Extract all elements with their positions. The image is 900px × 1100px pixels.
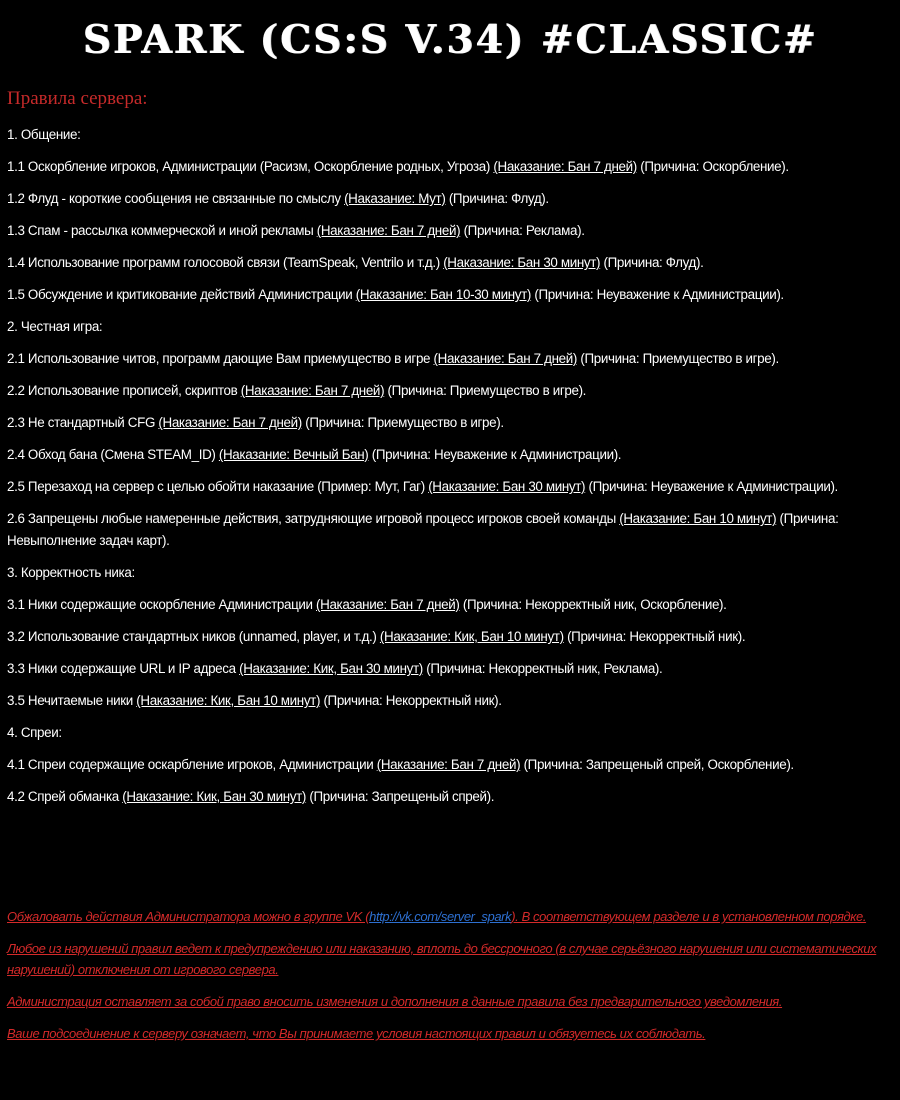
- rule-penalty: (Наказание: Мут): [344, 191, 446, 206]
- rule-item: [7, 690, 895, 712]
- rule-penalty: (Наказание: Бан 7 дней): [433, 351, 577, 366]
- rules-heading: Правила сервера:: [7, 88, 148, 109]
- acceptance-note: Ваше подсоединение к серверу означает, что Вы принимаете условия настоящих правил и обязуетесь их соблюдать.: [7, 1026, 706, 1041]
- rule-item: [7, 156, 895, 178]
- rule-item: [7, 658, 895, 680]
- rule-item: [7, 284, 895, 306]
- rule-text: 4.2 Спрей обманка: [7, 789, 123, 804]
- rule-item: [7, 380, 895, 402]
- rule-item: [7, 348, 895, 370]
- rule-reason: (Причина: Некорректный ник, Реклама).: [422, 661, 663, 676]
- rule-text: 3. Корректность ника:: [7, 565, 135, 580]
- rule-text: 2.6 Запрещены любые намеренные действия, затрудняющие игровой процесс игроков своей команды: [7, 511, 620, 526]
- rule-reason: (Причина: Запрещеный спрей, Оскорбление).: [520, 757, 794, 772]
- rule-item: [7, 412, 895, 434]
- rule-text: 2. Честная игра:: [7, 319, 103, 334]
- rule-item: [7, 220, 895, 242]
- rule-text: 1.2 Флуд - короткие сообщения не связанные по смыслу: [7, 191, 345, 206]
- rule-reason: (Причина: Флуд).: [445, 191, 549, 206]
- rule-section-heading: [7, 316, 895, 338]
- rule-item: [7, 476, 895, 498]
- rule-reason: (Причина: Приемущество в игре).: [301, 415, 504, 430]
- rule-section-heading: [7, 722, 895, 744]
- footer-notes: [7, 906, 895, 1055]
- rule-item: [7, 594, 895, 616]
- rule-text: 2.3 Не стандартный CFG: [7, 415, 159, 430]
- rule-text: 2.2 Использование прописей, скриптов: [7, 383, 241, 398]
- rule-section-heading: [7, 124, 895, 146]
- rule-item: [7, 754, 895, 776]
- rule-reason: (Причина: Оскорбление).: [636, 159, 789, 174]
- rule-reason: (Причина: Неуважение к Администрации).: [368, 447, 622, 462]
- rule-reason: (Причина: Приемущество в игре).: [576, 351, 779, 366]
- rule-penalty: (Наказание: Бан 10 минут): [619, 511, 777, 526]
- rule-text: 1.3 Спам - рассылка коммерческой и иной рекламы: [7, 223, 317, 238]
- rule-penalty: (Наказание: Кик, Бан 10 минут): [379, 629, 564, 644]
- rule-text: 3.1 Ники содержащие оскорбление Администрации: [7, 597, 317, 612]
- rule-reason: (Причина: Некорректный ник).: [320, 693, 502, 708]
- rule-text: 3.3 Ники содержащие URL и IP адреса: [7, 661, 240, 676]
- rule-text: 4.1 Спреи содержащие оскарбление игроков, Администрации: [7, 757, 377, 772]
- rule-text: 3.2 Использование стандартных ников (unnamed, player, и т.д.): [7, 629, 380, 644]
- rule-penalty: (Наказание: Бан 7 дней): [316, 597, 460, 612]
- rule-item: [7, 252, 895, 274]
- rule-reason: (Причина: Приемущество в игре).: [384, 383, 587, 398]
- rule-item: [7, 508, 895, 552]
- rule-text: 1. Общение:: [7, 127, 81, 142]
- rule-penalty: (Наказание: Кик, Бан 10 минут): [136, 693, 321, 708]
- rule-item: [7, 188, 895, 210]
- rule-penalty: (Наказание: Бан 7 дней): [316, 223, 461, 238]
- rule-item: [7, 626, 895, 648]
- rule-reason: (Причина: Некорректный ник).: [563, 629, 746, 644]
- rule-reason: (Причина: Реклама).: [460, 223, 585, 238]
- violations-note: Любое из нарушений правил ведет к предупреждению или наказанию, вплоть до бессрочного (в случае серьёзного нарушения или систематических нарушений) отключения от игрового сервера.: [7, 941, 877, 977]
- rule-text: 3.5 Нечитаемые ники: [7, 693, 137, 708]
- page-title: SPARK (CS:S V.34) #CLASSIC#: [82, 17, 818, 63]
- appeal-text: Обжаловать действия Администратора можно в группе VK (: [7, 909, 370, 924]
- appeal-note: [7, 906, 895, 927]
- rule-text: 1.1 Оскорбление игроков, Администрации (Расизм, Оскорбление родных, Угроза): [7, 159, 494, 174]
- rule-penalty: (Наказание: Бан 7 дней): [493, 159, 637, 174]
- rule-reason: (Причина: Флуд).: [600, 255, 704, 270]
- rule-reason: (Причина: Невыполнение задач карт).: [7, 511, 839, 548]
- rule-reason: (Причина: Запрещеный спрей).: [306, 789, 495, 804]
- rule-reason: (Причина: Неуважение к Администрации).: [531, 287, 784, 302]
- rule-text: 4. Спреи:: [7, 725, 62, 740]
- rule-penalty: (Наказание: Бан 7 дней): [240, 383, 385, 398]
- rule-text: 2.1 Использование читов, программ дающие Вам приемущество в игре: [7, 351, 434, 366]
- rule-reason: (Причина: Неуважение к Администрации).: [585, 479, 838, 494]
- rule-penalty: (Наказание: Бан 30 минут): [428, 479, 586, 494]
- rule-text: 1.4 Использование программ голосовой связи (TeamSpeak, Ventrilo и т.д.): [7, 255, 444, 270]
- rule-penalty: (Наказание: Кик, Бан 30 минут): [122, 789, 307, 804]
- changes-note: Администрация оставляет за собой право вносить изменения и дополнения в данные правила без предварительного уведомления.: [7, 994, 783, 1009]
- rule-penalty: (Наказание: Бан 7 дней): [376, 757, 521, 772]
- rule-item: [7, 786, 895, 808]
- rules-list: [7, 124, 895, 818]
- rule-reason: (Причина: Некорректный ник, Оскорбление).: [459, 597, 727, 612]
- rule-text: 2.4 Обход бана (Смена STEAM_ID): [7, 447, 219, 462]
- rule-penalty: (Наказание: Вечный Бан): [218, 447, 369, 462]
- rule-item: [7, 444, 895, 466]
- rule-text: 2.5 Перезаход на сервер с целью обойти наказание (Пример: Мут, Гаг): [7, 479, 429, 494]
- rule-penalty: (Наказание: Бан 30 минут): [443, 255, 601, 270]
- rule-penalty: (Наказание: Бан 10-30 минут): [355, 287, 532, 302]
- rule-penalty: (Наказание: Бан 7 дней): [158, 415, 302, 430]
- rule-penalty: (Наказание: Кик, Бан 30 минут): [239, 661, 423, 676]
- appeal-text-end: ). В соответствующем разделе и в установленном порядке.: [511, 909, 867, 924]
- vk-group-link[interactable]: http://vk.com/server_spark: [369, 909, 512, 924]
- rule-section-heading: [7, 562, 895, 584]
- rule-text: 1.5 Обсуждение и критикование действий Администрации: [7, 287, 356, 302]
